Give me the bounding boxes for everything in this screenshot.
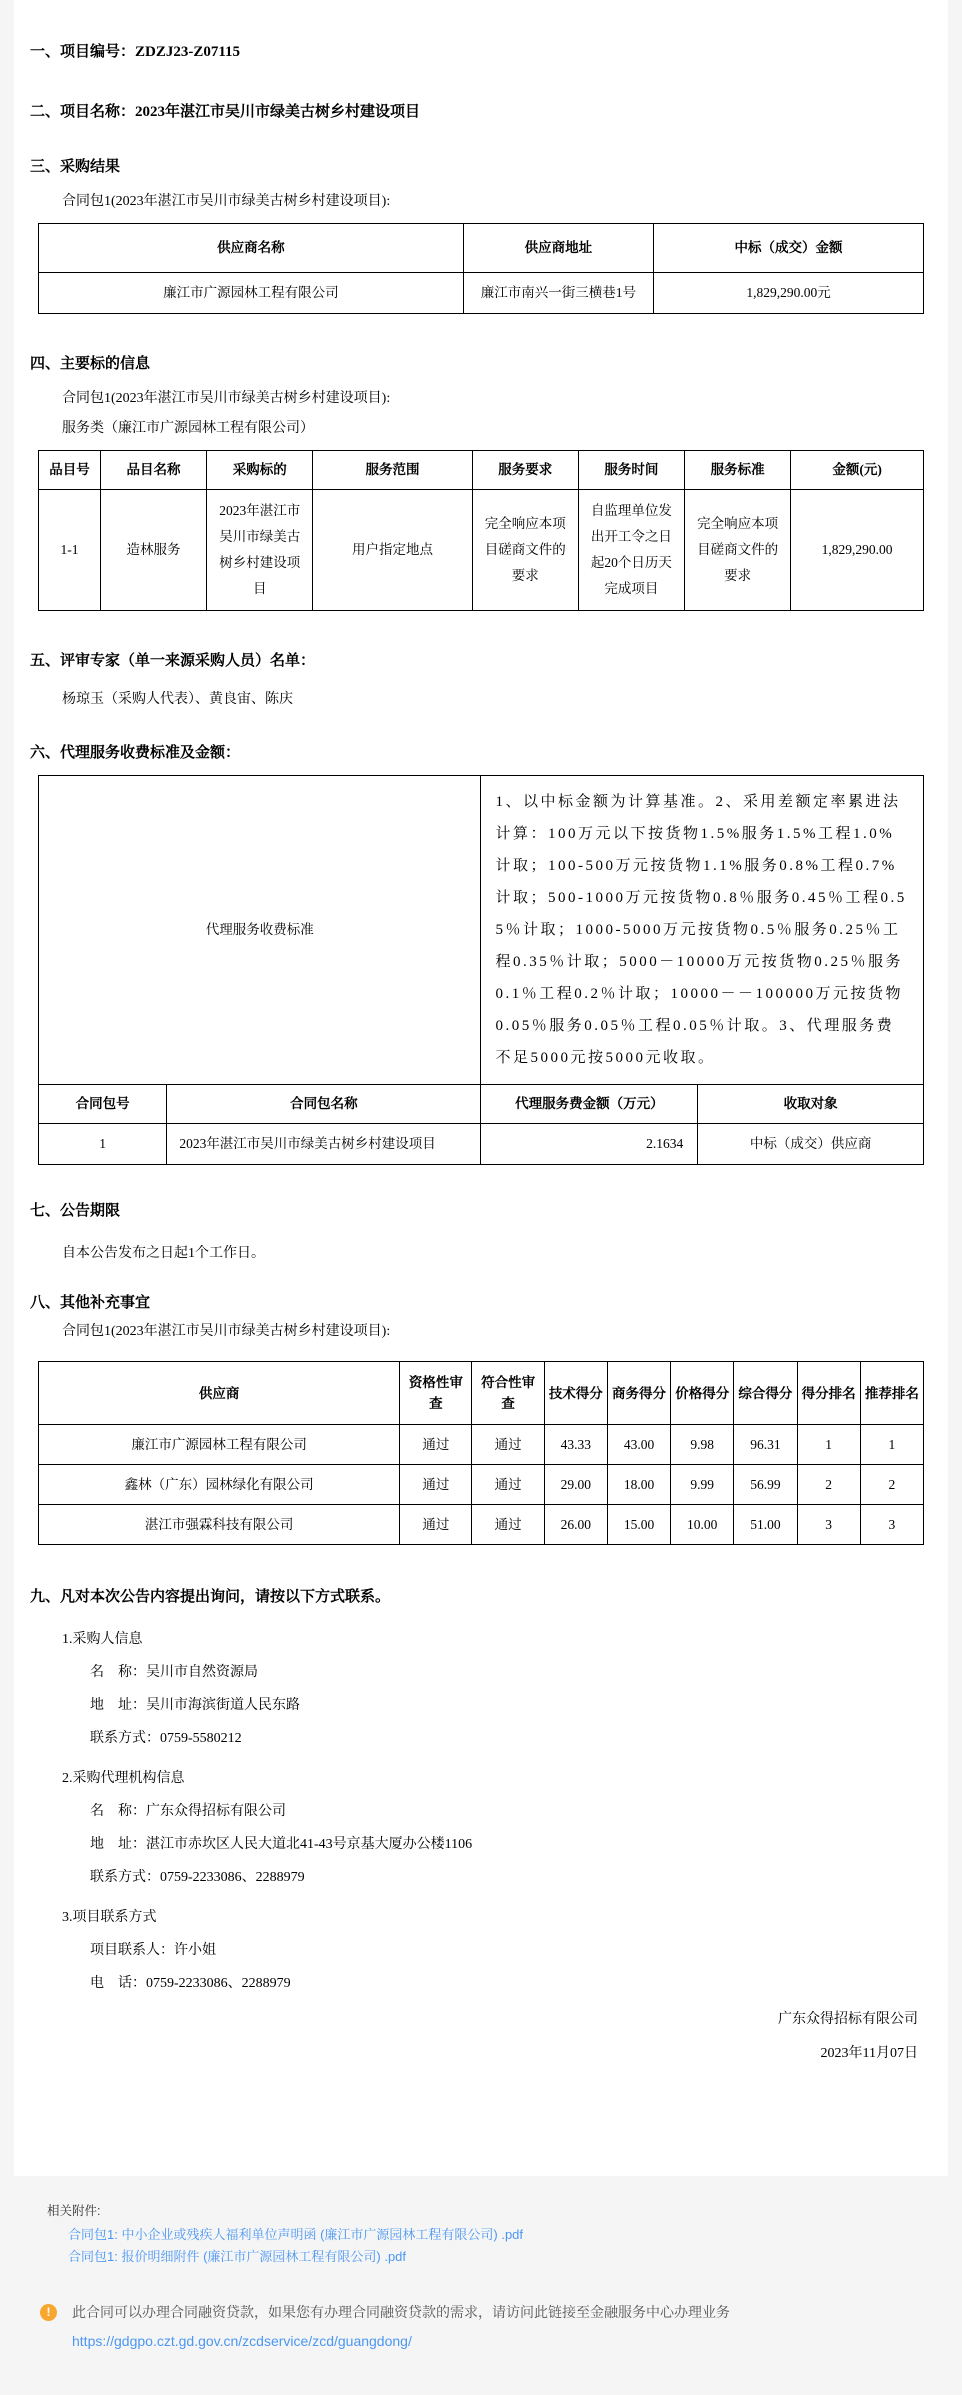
- score-3-recommend: 3: [860, 1505, 923, 1545]
- subject-table-header-row: [39, 451, 924, 490]
- score-3-price: 10.00: [671, 1505, 734, 1545]
- announcement-document: [14, 0, 948, 2176]
- section-project-number: 一、项目编号：ZDZJ23-Z07115: [30, 44, 241, 60]
- subject-item-name: 造林服务: [100, 490, 206, 611]
- fee-header-package-no: 合同包号: [39, 1085, 167, 1124]
- score-3-technical: 26.00: [544, 1505, 607, 1545]
- score-1-business: 43.00: [607, 1425, 670, 1465]
- agency-address: 地 址：湛江市赤坎区人民大道北41-43号京基大厦办公楼1106: [90, 1837, 473, 1852]
- score-row-3: [39, 1505, 924, 1545]
- notice-period-text: 自本公告发布之日起1个工作日。: [62, 1246, 265, 1261]
- fee-package-name: 2023年湛江市吴川市绿美古树乡村建设项目: [167, 1124, 481, 1165]
- result-header-supplier-address: 供应商地址: [463, 224, 653, 273]
- subject-package-intro: 合同包1(2023年湛江市吴川市绿美古树乡村建设项目):: [62, 391, 391, 406]
- score-header-rank: 得分排名: [797, 1362, 860, 1425]
- fee-header-package-name: 合同包名称: [167, 1085, 481, 1124]
- fee-payer: 中标（成交）供应商: [698, 1124, 924, 1165]
- score-header-price: 价格得分: [671, 1362, 734, 1425]
- subject-table-row: [39, 490, 924, 611]
- purchaser-address: 地 址：吴川市海滨街道人民东路: [90, 1698, 300, 1713]
- attachments-label: 相关附件:: [47, 2204, 101, 2218]
- score-2-price: 9.99: [671, 1465, 734, 1505]
- fee-amount: 2.1634: [481, 1124, 698, 1165]
- score-2-conformity: 通过: [472, 1465, 544, 1505]
- fee-table-row: [39, 1124, 924, 1165]
- score-header-conformity: 符合性审查: [472, 1362, 544, 1425]
- score-3-qualification: 通过: [400, 1505, 472, 1545]
- result-package-intro: 合同包1(2023年湛江市吴川市绿美古树乡村建设项目):: [62, 194, 391, 209]
- subject-amount: 1,829,290.00: [791, 490, 924, 611]
- score-3-business: 15.00: [607, 1505, 670, 1545]
- score-1-supplier: 廉江市广源园林工程有限公司: [39, 1425, 400, 1465]
- result-header-award-amount: 中标（成交）金额: [654, 224, 924, 273]
- subject-header-scope: 服务范围: [313, 451, 472, 490]
- signature-date: 2023年11月07日: [820, 2046, 918, 2061]
- score-3-rank: 3: [797, 1505, 860, 1545]
- result-header-supplier-name: 供应商名称: [39, 224, 464, 273]
- result-table-header-row: [39, 224, 924, 273]
- subject-target: 2023年湛江市吴川市绿美古树乡村建设项目: [207, 490, 313, 611]
- result-supplier-address: 廉江市南兴一街三横巷1号: [463, 273, 653, 314]
- subject-scope: 用户指定地点: [313, 490, 472, 611]
- result-award-amount: 1,829,290.00元: [654, 273, 924, 314]
- section-experts-title: 五、评审专家（单一来源采购人员）名单：: [30, 653, 316, 669]
- finance-note-text: 此合同可以办理合同融资贷款，如果您有办理合同融资贷款的需求，请访问此链接至金融服务中心办理业务: [72, 2304, 730, 2320]
- project-contact-title: 3.项目联系方式: [62, 1910, 157, 1925]
- subject-header-item-name: 品目名称: [100, 451, 206, 490]
- subject-standard: 完全响应本项目磋商文件的要求: [684, 490, 790, 611]
- subject-service-type: 服务类（廉江市广源园林工程有限公司）: [62, 421, 314, 436]
- finance-service-link[interactable]: https://gdgpo.czt.gd.gov.cn/zcdservice/zcd/guangdong/: [72, 2333, 412, 2349]
- score-1-conformity: 通过: [472, 1425, 544, 1465]
- score-2-total: 56.99: [734, 1465, 797, 1505]
- project-contact-person: 项目联系人：许小姐: [90, 1943, 216, 1958]
- score-3-total: 51.00: [734, 1505, 797, 1545]
- score-2-rank: 2: [797, 1465, 860, 1505]
- attachment-link-declaration-pdf[interactable]: 合同包1: 中小企业或残疾人福利单位声明函 (廉江市广源园林工程有限公司) .pdf: [68, 2227, 524, 2242]
- score-1-qualification: 通过: [400, 1425, 472, 1465]
- score-3-supplier: 湛江市强霖科技有限公司: [39, 1505, 400, 1545]
- score-2-business: 18.00: [607, 1465, 670, 1505]
- agency-fee-table: [38, 775, 924, 1165]
- subject-time: 自监理单位发出开工令之日起20个日历天完成项目: [578, 490, 684, 611]
- agency-name: 名 称：广东众得招标有限公司: [90, 1804, 286, 1819]
- score-2-qualification: 通过: [400, 1465, 472, 1505]
- purchaser-name: 名 称：吴川市自然资源局: [90, 1665, 258, 1680]
- score-header-recommend-rank: 推荐排名: [860, 1362, 923, 1425]
- section-subject-info-title: 四、主要标的信息: [30, 356, 151, 372]
- subject-item-no: 1-1: [39, 490, 101, 611]
- score-table: [38, 1361, 924, 1545]
- score-row-1: [39, 1425, 924, 1465]
- fee-header-fee-amount: 代理服务费金额（万元）: [481, 1085, 698, 1124]
- fee-standard-row: [39, 776, 924, 1085]
- subject-header-standard: 服务标准: [684, 451, 790, 490]
- subject-header-target: 采购标的: [207, 451, 313, 490]
- score-1-rank: 1: [797, 1425, 860, 1465]
- score-1-price: 9.98: [671, 1425, 734, 1465]
- purchaser-phone: 联系方式：0759-5580212: [90, 1731, 242, 1746]
- subject-header-time: 服务时间: [578, 451, 684, 490]
- score-2-recommend: 2: [860, 1465, 923, 1505]
- purchaser-info-title: 1.采购人信息: [62, 1632, 143, 1647]
- section-notice-period-title: 七、公告期限: [30, 1203, 121, 1219]
- score-header-total: 综合得分: [734, 1362, 797, 1425]
- subject-requirement: 完全响应本项目磋商文件的要求: [472, 490, 578, 611]
- fee-standard-label: 代理服务收费标准: [39, 776, 481, 1085]
- result-table: [38, 223, 924, 314]
- score-row-2: [39, 1465, 924, 1505]
- section-project-name: 二、项目名称：2023年湛江市吴川市绿美古树乡村建设项目: [30, 104, 421, 120]
- page-footer: [0, 2176, 962, 2351]
- exclamation-icon: !: [40, 2304, 57, 2321]
- score-header-qualification: 资格性审查: [400, 1362, 472, 1425]
- score-1-technical: 43.33: [544, 1425, 607, 1465]
- score-3-conformity: 通过: [472, 1505, 544, 1545]
- project-contact-phone: 电 话：0759-2233086、2288979: [90, 1976, 291, 1991]
- subject-table: [38, 450, 924, 611]
- score-1-recommend: 1: [860, 1425, 923, 1465]
- agency-phone: 联系方式：0759-2233086、2288979: [90, 1870, 305, 1885]
- subject-header-item-no: 品目号: [39, 451, 101, 490]
- fee-table-header-row: [39, 1085, 924, 1124]
- supplement-package-intro: 合同包1(2023年湛江市吴川市绿美古树乡村建设项目):: [62, 1324, 391, 1339]
- score-2-technical: 29.00: [544, 1465, 607, 1505]
- fee-standard-text: 1、以中标金额为计算基准。2、采用差额定率累进法计算：100万元以下按货物1.5%服务1.5%工程1.0%计取；100-500万元按货物1.1%服务0.8%工程0.7%计取；500-1000万元按货物0.8％服务0.45％工程0.55％计取；1000-5000万元按货物0.5％服务0.25％工程0.35％计取；5000－10000万元按货物0.25％服务0.1％工程0.2％计取；10000－－100000万元按货物0.05％服务0.05％工程0.05％计取。3、代理服务费不足5000元按5000元收取。: [481, 776, 924, 1085]
- signature-company: 广东众得招标有限公司: [778, 2012, 918, 2027]
- fee-header-payer: 收取对象: [698, 1085, 924, 1124]
- subject-header-amount: 金额(元): [791, 451, 924, 490]
- result-supplier-name: 廉江市广源园林工程有限公司: [39, 273, 464, 314]
- score-header-supplier: 供应商: [39, 1362, 400, 1425]
- expert-names: 杨琼玉（采购人代表）、黄良宙、陈庆: [62, 692, 293, 707]
- subject-header-requirement: 服务要求: [472, 451, 578, 490]
- score-header-business: 商务得分: [607, 1362, 670, 1425]
- section-contact-title: 九、凡对本次公告内容提出询问，请按以下方式联系。: [30, 1589, 391, 1605]
- score-header-technical: 技术得分: [544, 1362, 607, 1425]
- fee-package-no: 1: [39, 1124, 167, 1165]
- finance-note: [40, 2302, 962, 2323]
- section-procurement-result-title: 三、采购结果: [30, 159, 121, 175]
- score-1-total: 96.31: [734, 1425, 797, 1465]
- section-agency-fee-title: 六、代理服务收费标准及金额：: [30, 745, 241, 761]
- result-table-row: [39, 273, 924, 314]
- attachment-link-quotation-pdf[interactable]: 合同包1: 报价明细附件 (廉江市广源园林工程有限公司) .pdf: [68, 2249, 407, 2264]
- score-table-header-row: [39, 1362, 924, 1425]
- score-2-supplier: 鑫林（广东）园林绿化有限公司: [39, 1465, 400, 1505]
- section-supplement-title: 八、其他补充事宜: [30, 1295, 151, 1311]
- agency-info-title: 2.采购代理机构信息: [62, 1771, 185, 1786]
